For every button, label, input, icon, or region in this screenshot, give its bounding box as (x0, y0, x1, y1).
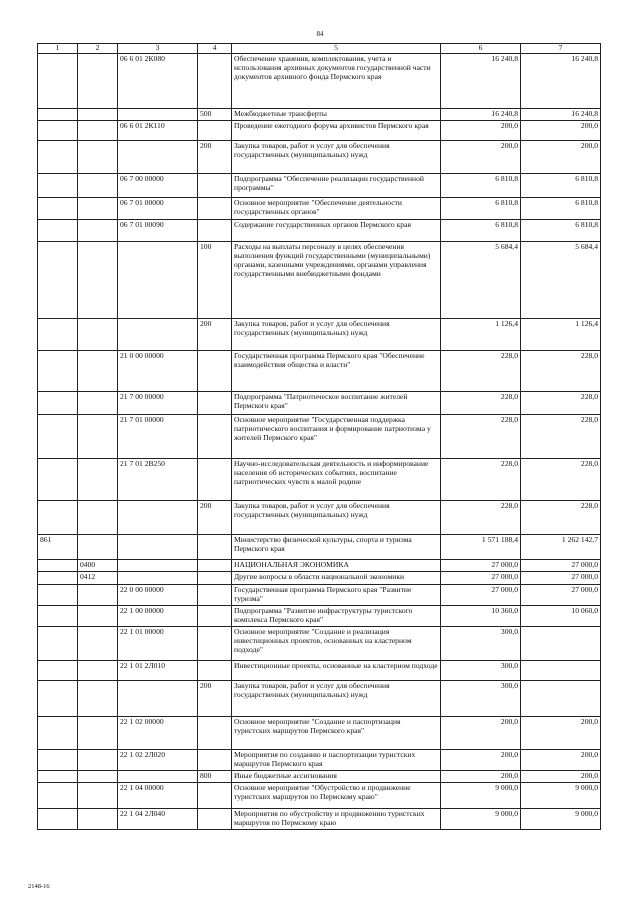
cell-c4 (198, 571, 232, 584)
cell-c4 (198, 605, 232, 626)
cell-c2 (78, 716, 118, 749)
cell-c1 (38, 716, 78, 749)
cell-c1 (38, 174, 78, 198)
cell-c4 (198, 351, 232, 392)
cell-c6: 9 000,0 (441, 782, 521, 808)
cell-c4 (198, 808, 232, 829)
cell-c5: Содержание государственных органов Пермского края (232, 220, 441, 242)
cell-c3 (118, 571, 198, 584)
cell-c7 (521, 680, 601, 716)
cell-c5: Подпрограмма "Развитие инфраструктуры туристского комплекса Пермского края" (232, 605, 441, 626)
column-header: 3 (118, 44, 198, 54)
cell-c7: 1 262 142,7 (521, 535, 601, 560)
cell-c7: 1 126,4 (521, 319, 601, 351)
cell-c3: 22 1 02 2Л020 (118, 749, 198, 770)
cell-c4 (198, 121, 232, 141)
table-row (38, 501, 601, 535)
cell-c5: Закупка товаров, работ и услуг для обеспечения государственных (муниципальных) нужд (232, 141, 441, 174)
cell-c6: 228,0 (441, 415, 521, 459)
cell-c6: 6 810,8 (441, 198, 521, 220)
cell-c4: 200 (198, 319, 232, 351)
cell-c3: 06 7 00 00000 (118, 174, 198, 198)
cell-c6: 6 810,8 (441, 174, 521, 198)
cell-c2 (78, 782, 118, 808)
cell-c6: 200,0 (441, 749, 521, 770)
cell-c6: 200,0 (441, 141, 521, 174)
cell-c2 (78, 605, 118, 626)
cell-c6: 300,0 (441, 680, 521, 716)
cell-c5: Закупка товаров, работ и услуг для обеспечения государственных (муниципальных) нужд (232, 680, 441, 716)
cell-c2 (78, 198, 118, 220)
cell-c4 (198, 415, 232, 459)
table-row (38, 770, 601, 782)
table-row (38, 808, 601, 829)
cell-c5: Министерство физической культуры, спорта и туризма Пермского края (232, 535, 441, 560)
cell-c4 (198, 220, 232, 242)
cell-c4: 500 (198, 109, 232, 121)
cell-c1 (38, 198, 78, 220)
cell-c4 (198, 782, 232, 808)
column-header: 2 (78, 44, 118, 54)
cell-c3 (118, 770, 198, 782)
cell-c7: 200,0 (521, 716, 601, 749)
cell-c6: 27 000,0 (441, 584, 521, 605)
table-row (38, 415, 601, 459)
table-row (38, 571, 601, 584)
cell-c7: 228,0 (521, 351, 601, 392)
cell-c7: 16 240,8 (521, 109, 601, 121)
cell-c1 (38, 54, 78, 109)
cell-c2 (78, 220, 118, 242)
cell-c5: Обеспечение хранения, комплектования, учета и использования архивных документов государственной части документов архивного фонда Пермского края (232, 54, 441, 109)
cell-c7: 228,0 (521, 501, 601, 535)
cell-c2: 0400 (78, 560, 118, 572)
cell-c6: 5 684,4 (441, 242, 521, 319)
cell-c3: 22 1 04 00000 (118, 782, 198, 808)
cell-c4 (198, 749, 232, 770)
cell-c6: 16 240,8 (441, 54, 521, 109)
cell-c2: 0412 (78, 571, 118, 584)
cell-c5: Проведение ежегодного форума архивистов Пермского края (232, 121, 441, 141)
cell-c4: 200 (198, 501, 232, 535)
cell-c2 (78, 109, 118, 121)
table-row (38, 220, 601, 242)
table-row (38, 54, 601, 109)
table-row (38, 660, 601, 680)
table-row (38, 141, 601, 174)
cell-c7: 6 810,8 (521, 220, 601, 242)
cell-c2 (78, 459, 118, 501)
cell-c6: 6 810,8 (441, 220, 521, 242)
budget-table (37, 43, 601, 830)
page-number: 84 (316, 30, 324, 38)
cell-c2 (78, 535, 118, 560)
table-row (38, 392, 601, 415)
cell-c6: 16 240,8 (441, 109, 521, 121)
cell-c7: 9 000,0 (521, 782, 601, 808)
cell-c2 (78, 415, 118, 459)
cell-c5: Мероприятия по обустройству и продвижению туристских маршрутов по Пермскому краю (232, 808, 441, 829)
cell-c4 (198, 626, 232, 660)
cell-c1 (38, 501, 78, 535)
table-row (38, 680, 601, 716)
cell-c1 (38, 109, 78, 121)
cell-c3: 22 1 00 00000 (118, 605, 198, 626)
cell-c2 (78, 174, 118, 198)
cell-c3 (118, 319, 198, 351)
cell-c1 (38, 351, 78, 392)
cell-c1 (38, 749, 78, 770)
cell-c6: 300,0 (441, 626, 521, 660)
column-header: 6 (441, 44, 521, 54)
cell-c1 (38, 808, 78, 829)
cell-c5: Инвестиционные проекты, основанные на кластерном подходе (232, 660, 441, 680)
cell-c4 (198, 174, 232, 198)
cell-c5: Основное мероприятие "Обустройство и продвижение туристских маршрутов по Пермскому краю" (232, 782, 441, 808)
cell-c4 (198, 198, 232, 220)
cell-c2 (78, 749, 118, 770)
cell-c7: 27 000,0 (521, 584, 601, 605)
cell-c7: 9 000,0 (521, 808, 601, 829)
cell-c2 (78, 319, 118, 351)
cell-c5: Основное мероприятие "Государственная поддержка патриотического воспитания и формирование патриотизма у жителей Пермского края" (232, 415, 441, 459)
column-header: 7 (521, 44, 601, 54)
cell-c5: Основное мероприятие "Обеспечение деятельности государственных органов" (232, 198, 441, 220)
cell-c1 (38, 660, 78, 680)
cell-c3: 21 0 00 00000 (118, 351, 198, 392)
cell-c2 (78, 501, 118, 535)
cell-c1 (38, 141, 78, 174)
cell-c5: Другие вопросы в области национальной экономики (232, 571, 441, 584)
cell-c5: Основное мероприятие "Создание и паспортизация туристских маршрутов Пермского края" (232, 716, 441, 749)
cell-c3 (118, 501, 198, 535)
cell-c5: Межбюджетные трансферты (232, 109, 441, 121)
cell-c5: Подпрограмма "Патриотическое воспитание жителей Пермского края" (232, 392, 441, 415)
cell-c6: 200,0 (441, 716, 521, 749)
cell-c6: 228,0 (441, 392, 521, 415)
cell-c3: 21 7 01 2В250 (118, 459, 198, 501)
cell-c6: 1 571 188,4 (441, 535, 521, 560)
cell-c7: 16 240,8 (521, 54, 601, 109)
cell-c1 (38, 626, 78, 660)
cell-c5: НАЦИОНАЛЬНАЯ ЭКОНОМИКА (232, 560, 441, 572)
footer-code: 2148-16 (28, 883, 50, 890)
cell-c6: 200,0 (441, 121, 521, 141)
cell-c1 (38, 680, 78, 716)
cell-c7 (521, 626, 601, 660)
cell-c3 (118, 242, 198, 319)
cell-c1 (38, 319, 78, 351)
table-row (38, 605, 601, 626)
table-row (38, 351, 601, 392)
cell-c7: 6 810,8 (521, 198, 601, 220)
cell-c7 (521, 660, 601, 680)
cell-c1 (38, 571, 78, 584)
cell-c2 (78, 660, 118, 680)
table-row (38, 626, 601, 660)
cell-c2 (78, 242, 118, 319)
table-row (38, 459, 601, 501)
cell-c5: Расходы на выплаты персоналу в целях обеспечения выполнения функций государственными (муниципальными) органами, казенными учреждениями, органами управления государственными внебюджетными фондами (232, 242, 441, 319)
cell-c4 (198, 716, 232, 749)
cell-c3 (118, 109, 198, 121)
cell-c3: 22 1 02 00000 (118, 716, 198, 749)
table-row (38, 109, 601, 121)
table-row (38, 749, 601, 770)
cell-c3: 22 1 04 2Л040 (118, 808, 198, 829)
cell-c3: 22 1 01 00000 (118, 626, 198, 660)
cell-c7: 27 000,0 (521, 571, 601, 584)
cell-c5: Закупка товаров, работ и услуг для обеспечения государственных (муниципальных) нужд (232, 501, 441, 535)
table-row (38, 174, 601, 198)
cell-c1 (38, 459, 78, 501)
table-row (38, 782, 601, 808)
cell-c1: 861 (38, 535, 78, 560)
cell-c4 (198, 584, 232, 605)
cell-c2 (78, 626, 118, 660)
cell-c6: 228,0 (441, 459, 521, 501)
cell-c6: 9 000,0 (441, 808, 521, 829)
cell-c2 (78, 808, 118, 829)
table-header-row (38, 44, 601, 54)
cell-c7: 10 060,0 (521, 605, 601, 626)
cell-c6: 200,0 (441, 770, 521, 782)
cell-c7: 200,0 (521, 770, 601, 782)
cell-c1 (38, 605, 78, 626)
cell-c1 (38, 584, 78, 605)
cell-c5: Закупка товаров, работ и услуг для обеспечения государственных (муниципальных) нужд (232, 319, 441, 351)
cell-c1 (38, 560, 78, 572)
cell-c4 (198, 535, 232, 560)
cell-c7: 200,0 (521, 121, 601, 141)
cell-c6: 228,0 (441, 501, 521, 535)
cell-c5: Научно-исследовательская деятельность и информирование населения об исторических событиях, воспитание патриотических чувств к малой родине (232, 459, 441, 501)
cell-c3 (118, 680, 198, 716)
table-row (38, 319, 601, 351)
cell-c2 (78, 680, 118, 716)
table-row (38, 584, 601, 605)
column-header: 5 (232, 44, 441, 54)
cell-c5: Государственная программа Пермского края "Развитие туризма" (232, 584, 441, 605)
cell-c7: 228,0 (521, 392, 601, 415)
column-header: 1 (38, 44, 78, 54)
cell-c1 (38, 220, 78, 242)
cell-c4: 800 (198, 770, 232, 782)
cell-c2 (78, 351, 118, 392)
cell-c4 (198, 560, 232, 572)
cell-c1 (38, 242, 78, 319)
cell-c3 (118, 560, 198, 572)
cell-c5: Основное мероприятие "Создание и реализация инвестиционных проектов, основанных на кластерном подходе" (232, 626, 441, 660)
cell-c3: 06 7 01 00000 (118, 198, 198, 220)
cell-c5: Подпрограмма "Обеспечение реализации государственной программы" (232, 174, 441, 198)
cell-c6: 27 000,0 (441, 571, 521, 584)
cell-c2 (78, 54, 118, 109)
cell-c3: 21 7 01 00000 (118, 415, 198, 459)
cell-c3: 06 6 01 2К110 (118, 121, 198, 141)
cell-c3 (118, 535, 198, 560)
table-row (38, 242, 601, 319)
cell-c3: 21 7 00 00000 (118, 392, 198, 415)
cell-c2 (78, 141, 118, 174)
cell-c7: 27 000,0 (521, 560, 601, 572)
cell-c1 (38, 121, 78, 141)
cell-c6: 1 126,4 (441, 319, 521, 351)
cell-c4 (198, 392, 232, 415)
cell-c5: Мероприятия по созданию и паспортизации туристских маршрутов Пермского края (232, 749, 441, 770)
table-row (38, 716, 601, 749)
cell-c4 (198, 54, 232, 109)
cell-c5: Государственная программа Пермского края "Обеспечение взаимодействия общества и власти" (232, 351, 441, 392)
cell-c4 (198, 660, 232, 680)
cell-c2 (78, 121, 118, 141)
cell-c4: 100 (198, 242, 232, 319)
table-row (38, 121, 601, 141)
cell-c6: 228,0 (441, 351, 521, 392)
cell-c7: 228,0 (521, 415, 601, 459)
cell-c7: 6 810,8 (521, 174, 601, 198)
cell-c1 (38, 782, 78, 808)
cell-c6: 300,0 (441, 660, 521, 680)
cell-c1 (38, 392, 78, 415)
cell-c3: 06 6 01 2К080 (118, 54, 198, 109)
cell-c7: 200,0 (521, 141, 601, 174)
cell-c6: 27 000,0 (441, 560, 521, 572)
table-row (38, 198, 601, 220)
cell-c7: 5 684,4 (521, 242, 601, 319)
cell-c3 (118, 141, 198, 174)
cell-c1 (38, 770, 78, 782)
cell-c7: 228,0 (521, 459, 601, 501)
cell-c2 (78, 584, 118, 605)
cell-c6: 10 360,0 (441, 605, 521, 626)
cell-c2 (78, 770, 118, 782)
cell-c7: 200,0 (521, 749, 601, 770)
cell-c4 (198, 459, 232, 501)
cell-c2 (78, 392, 118, 415)
column-header: 4 (198, 44, 232, 54)
cell-c3: 22 0 00 00000 (118, 584, 198, 605)
cell-c4: 200 (198, 141, 232, 174)
cell-c4: 200 (198, 680, 232, 716)
cell-c3: 06 7 01 00090 (118, 220, 198, 242)
table-row (38, 535, 601, 560)
cell-c1 (38, 415, 78, 459)
table-row (38, 560, 601, 572)
cell-c3: 22 1 01 2Л010 (118, 660, 198, 680)
cell-c5: Иные бюджетные ассигнования (232, 770, 441, 782)
